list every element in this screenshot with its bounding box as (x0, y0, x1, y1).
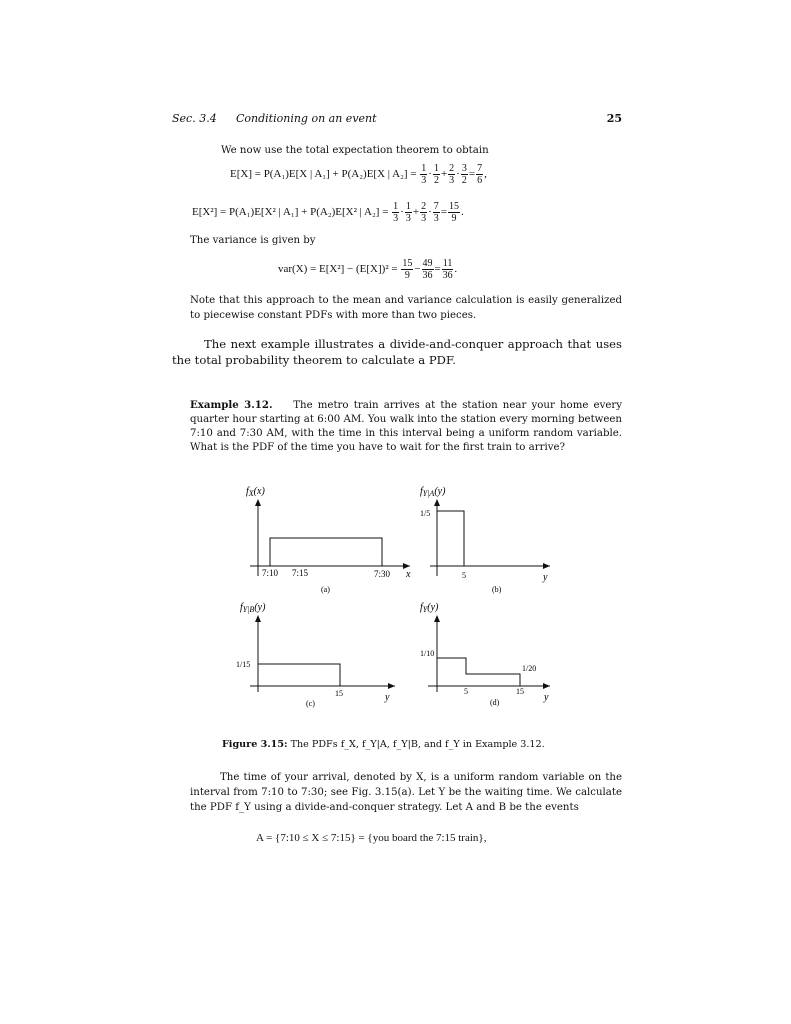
paragraph-divide-conquer: The next example illustrates a divide-and-conquer approach that uses the total probability theorem to calculate a PDF. (172, 337, 622, 367)
equation-event-a: A = {7:10 ≤ X ≤ 7:15} = {you board the 7:15 train}, (256, 832, 487, 844)
equation-second-moment: E[X²] = P(A₁)E[X² | A₁] + P(A₂)E[X² | A₂] = $\frac{1}{3}$ · $\frac{1}{3}$ + $\frac{2}{3}$ · $\frac{7}{3}$ = $\frac{15}{9}$ . (192, 201, 464, 224)
panel-d-xvar: y (544, 692, 549, 703)
figure-3-15 (236, 478, 570, 718)
running-header (172, 112, 622, 125)
panel-c-density (258, 664, 340, 686)
panel-a-tick-730: 7:30 (374, 569, 391, 579)
panel-a-ylabel: $f_X(x)$ (246, 486, 265, 498)
panel-d-level-2: 1/20 (522, 664, 537, 673)
panel-d-density (437, 658, 520, 686)
panel-d-ylabel: $f_Y(y)$ (420, 602, 439, 614)
panel-a (246, 486, 411, 594)
panel-d (420, 602, 550, 707)
section-title: Conditioning on an event (236, 112, 377, 125)
panel-b-xvar: y (543, 572, 548, 583)
figure-caption (222, 739, 545, 750)
frac: $\frac{1}{3}$ (421, 163, 427, 186)
panel-c-level: 1/15 (236, 660, 251, 669)
equation-mean: E[X] = P(A₁)E[X | A₁] + P(A₂)E[X | A₂] = $\frac{1}{3}$ · $\frac{1}{2}$ + $\frac{2}{3}$ · $\frac{3}{2}$ = $\frac{7}{6}$ , (230, 163, 487, 186)
equation-variance: var(X) = E[X²] − (E[X])² = $\frac{15}{9}$ − $\frac{49}{36}$ = $\frac{11}{36}$ . (278, 258, 458, 281)
example-text: The metro train arrives at the station near your home every quarter hour starting at 6:00 AM. You walk into the station every morning between 7:10 and 7:30 AM, with the time in this interval being a uniform random variable. What is the PDF of the time you have to wait for the first train to arrive? (190, 400, 622, 453)
panel-c (236, 602, 395, 708)
panel-a-tick-715: 7:15 (292, 568, 309, 578)
intro-text: We now use the total expectation theorem to obtain (221, 145, 489, 156)
panel-a-tick-710: 7:10 (262, 568, 279, 578)
section-number: Sec. 3.4 (172, 112, 217, 125)
panel-b-tick: 5 (462, 571, 466, 580)
panel-a-sub: (a) (321, 585, 330, 594)
panel-c-sub: (c) (306, 699, 315, 708)
panel-d-tick-15: 15 (516, 687, 524, 696)
panel-b-level: 1/5 (420, 509, 431, 518)
variance-intro: The variance is given by (190, 235, 316, 246)
equation-variance-lhs: var(X) = E[X²] − (E[X])² = (278, 263, 398, 276)
caption-label: Figure 3.15: (222, 739, 288, 750)
panel-b-density (437, 511, 464, 566)
panel-b-sub: (b) (492, 585, 502, 594)
panel-b (420, 486, 550, 594)
panel-d-tick-5: 5 (464, 687, 468, 696)
panel-d-sub: (d) (490, 698, 500, 707)
panel-a-xvar: x (406, 569, 411, 580)
example-block (190, 398, 622, 455)
equation-second-moment-lhs: E[X²] = P(A₁)E[X² | A₁] + P(A₂)E[X² | A₂] = (192, 206, 389, 219)
note-paragraph: Note that this approach to the mean and variance calculation is easily generalized to piecewise constant PDFs with more than two pieces. (190, 295, 622, 321)
panel-b-ylabel: $f_{Y|A}(y)$ (420, 486, 446, 498)
paragraph-arrival: The time of your arrival, denoted by X, is a uniform random variable on the interval from 7:10 to 7:30; see Fig. 3.15(a). Let Y be the waiting time. We calculate the PDF f_Y using a divide-and-conquer strategy. Let A and B be the events (190, 772, 622, 813)
panel-d-level-1: 1/10 (420, 649, 435, 658)
panel-c-xvar: y (385, 692, 390, 703)
caption-text: The PDFs f_X, f_Y|A, f_Y|B, and f_Y in Example 3.12. (290, 739, 545, 750)
example-label: Example 3.12. (190, 399, 273, 411)
page-number: 25 (606, 112, 622, 125)
panel-c-tick: 15 (335, 689, 343, 698)
panel-c-ylabel: $f_{Y|B}(y)$ (240, 602, 266, 614)
panel-a-density (270, 538, 382, 566)
equation-mean-lhs: E[X] = P(A₁)E[X | A₁] + P(A₂)E[X | A₂] = (230, 168, 417, 181)
